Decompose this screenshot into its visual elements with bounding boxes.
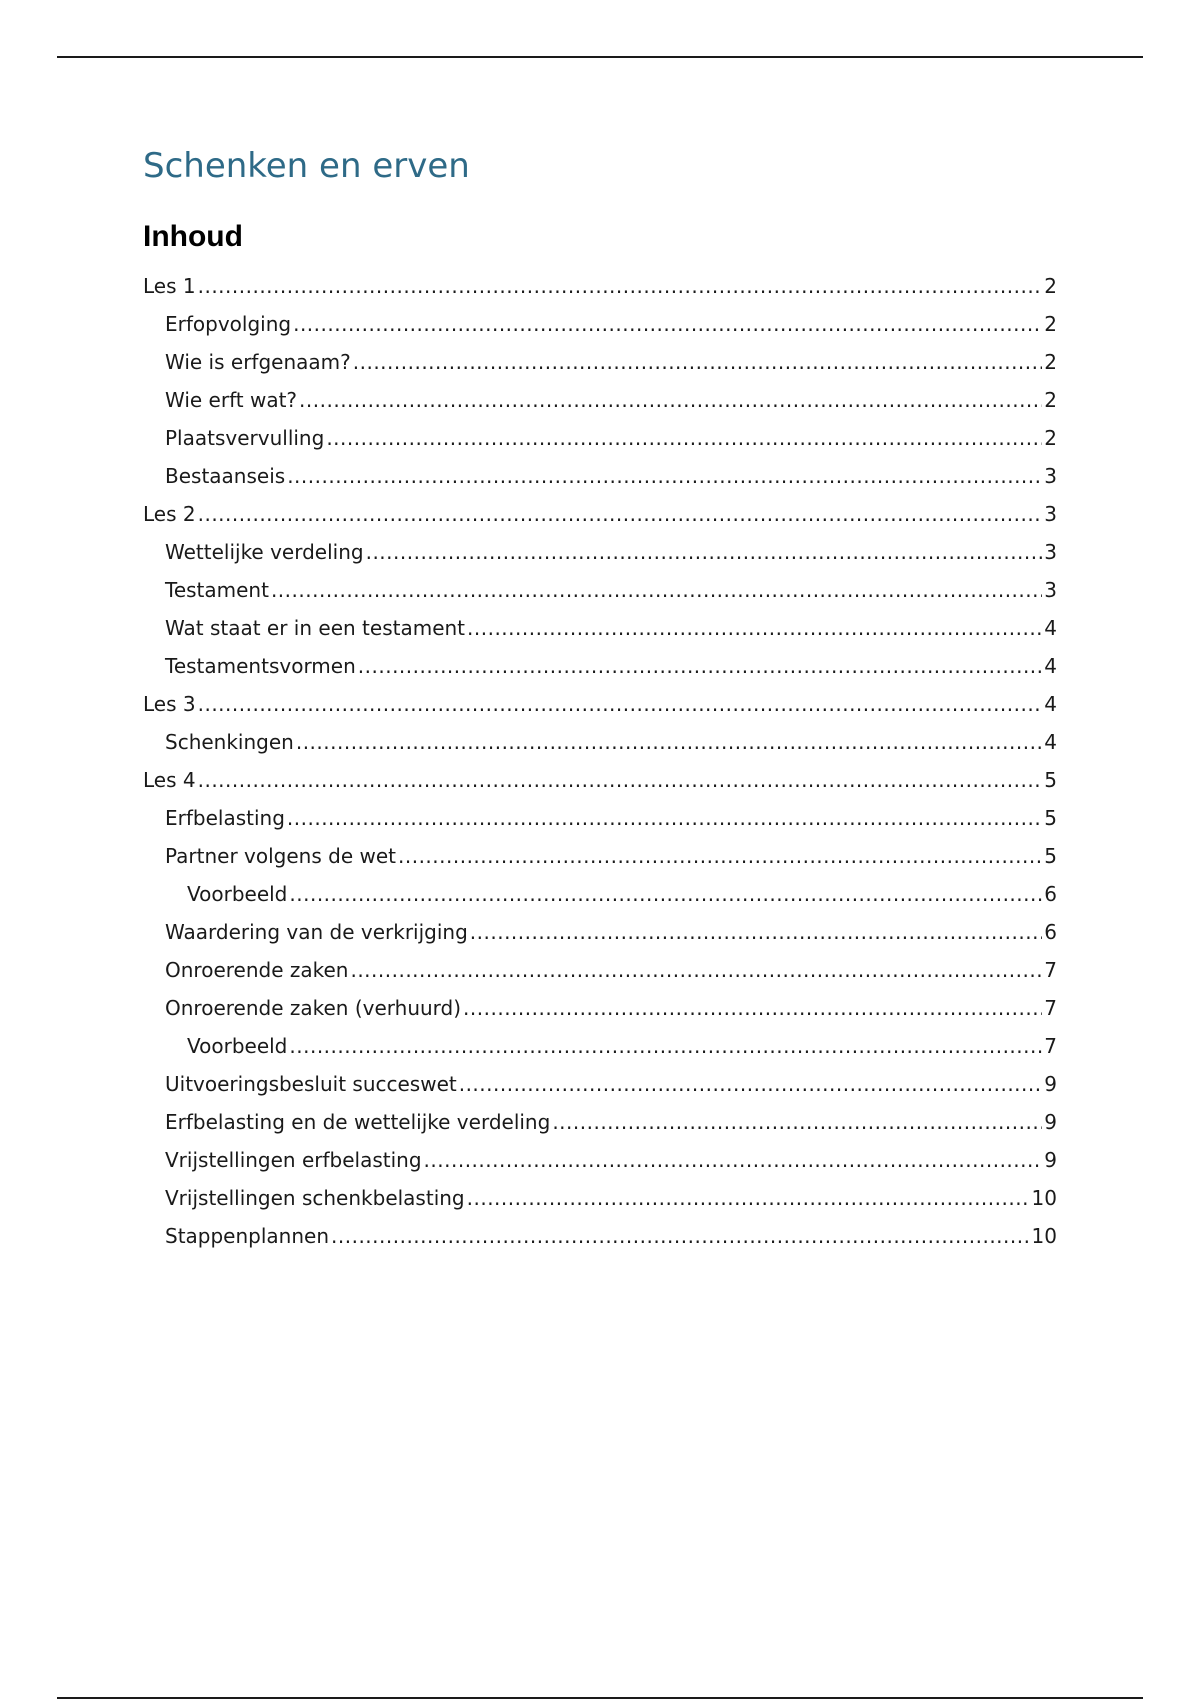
toc-entry-page-number: 3 <box>1044 464 1057 488</box>
toc-dot-leader <box>424 1141 1043 1179</box>
toc-entry[interactable] <box>143 305 1057 343</box>
toc-entry-page-number: 2 <box>1044 388 1057 412</box>
toc-entry-page-number: 9 <box>1044 1072 1057 1096</box>
toc-entry-page-number: 6 <box>1044 920 1057 944</box>
toc-entry-label: Partner volgens de wet <box>165 844 396 868</box>
toc-dot-leader <box>287 457 1042 495</box>
toc-entry-label: Vrijstellingen erfbelasting <box>165 1148 422 1172</box>
toc-entry[interactable] <box>143 761 1057 799</box>
toc-entry-page-number: 9 <box>1044 1110 1057 1134</box>
toc-entry-label: Les 4 <box>143 768 196 792</box>
toc-entry-page-number: 7 <box>1044 958 1057 982</box>
toc-entry[interactable] <box>143 1103 1057 1141</box>
toc-dot-leader <box>198 761 1043 799</box>
toc-entry-page-number: 4 <box>1044 730 1057 754</box>
toc-entry[interactable] <box>143 457 1057 495</box>
table-of-contents <box>143 267 1057 1255</box>
toc-dot-leader <box>296 723 1042 761</box>
toc-dot-leader <box>198 685 1043 723</box>
toc-entry-page-number: 2 <box>1044 426 1057 450</box>
toc-entry-label: Stappenplannen <box>165 1224 330 1248</box>
toc-entry-page-number: 7 <box>1044 996 1057 1020</box>
toc-entry-page-number: 4 <box>1044 654 1057 678</box>
toc-entry[interactable] <box>143 267 1057 305</box>
toc-entry-label: Voorbeeld <box>187 882 288 906</box>
toc-entry-label: Les 2 <box>143 502 196 526</box>
toc-dot-leader <box>293 305 1042 343</box>
toc-entry-page-number: 2 <box>1044 350 1057 374</box>
toc-entry[interactable] <box>143 1065 1057 1103</box>
toc-entry-label: Testamentsvormen <box>165 654 356 678</box>
toc-entry-page-number: 4 <box>1044 616 1057 640</box>
toc-entry-label: Waardering van de verkrijging <box>165 920 468 944</box>
document-title: Schenken en erven <box>143 146 470 186</box>
toc-entry-page-number: 10 <box>1031 1186 1057 1210</box>
toc-entry-page-number: 10 <box>1031 1224 1057 1248</box>
toc-entry[interactable] <box>143 837 1057 875</box>
toc-entry-label: Voorbeeld <box>187 1034 288 1058</box>
toc-entry[interactable] <box>143 799 1057 837</box>
toc-entry[interactable] <box>143 343 1057 381</box>
header-rule <box>57 56 1143 58</box>
toc-entry-label: Wie erft wat? <box>165 388 298 412</box>
toc-entry-label: Wie is erfgenaam? <box>165 350 351 374</box>
toc-entry-label: Vrijstellingen schenkbelasting <box>165 1186 465 1210</box>
toc-dot-leader <box>271 571 1042 609</box>
toc-entry[interactable] <box>143 723 1057 761</box>
toc-dot-leader <box>287 799 1042 837</box>
toc-entry-page-number: 3 <box>1044 578 1057 602</box>
toc-entry-page-number: 3 <box>1044 502 1057 526</box>
toc-entry[interactable] <box>143 1141 1057 1179</box>
toc-dot-leader <box>326 419 1042 457</box>
toc-entry-page-number: 3 <box>1044 540 1057 564</box>
toc-dot-leader <box>467 609 1042 647</box>
toc-entry-page-number: 5 <box>1044 806 1057 830</box>
toc-dot-leader <box>331 1217 1030 1255</box>
toc-entry-label: Plaatsvervulling <box>165 426 325 450</box>
toc-dot-leader <box>350 951 1042 989</box>
toc-entry-label: Testament <box>165 578 269 602</box>
toc-entry[interactable] <box>143 647 1057 685</box>
toc-entry[interactable] <box>143 1027 1057 1065</box>
toc-entry-label: Erfbelasting <box>165 806 285 830</box>
toc-entry[interactable] <box>143 533 1057 571</box>
toc-entry-label: Les 3 <box>143 692 196 716</box>
toc-entry-page-number: 5 <box>1044 768 1057 792</box>
toc-entry-label: Les 1 <box>143 274 196 298</box>
toc-entry-label: Uitvoeringsbesluit succeswet <box>165 1072 457 1096</box>
toc-dot-leader <box>198 267 1043 305</box>
toc-entry[interactable] <box>143 571 1057 609</box>
toc-entry[interactable] <box>143 875 1057 913</box>
toc-entry-page-number: 2 <box>1044 274 1057 298</box>
toc-entry-label: Onroerende zaken <box>165 958 349 982</box>
toc-entry-label: Erfbelasting en de wettelijke verdeling <box>165 1110 551 1134</box>
toc-heading: Inhoud <box>143 220 243 253</box>
toc-dot-leader <box>552 1103 1042 1141</box>
toc-entry-page-number: 2 <box>1044 312 1057 336</box>
toc-dot-leader <box>198 495 1043 533</box>
toc-entry[interactable] <box>143 609 1057 647</box>
toc-entry[interactable] <box>143 381 1057 419</box>
toc-dot-leader <box>353 343 1043 381</box>
toc-entry-page-number: 7 <box>1044 1034 1057 1058</box>
toc-dot-leader <box>366 533 1043 571</box>
toc-entry-page-number: 9 <box>1044 1148 1057 1172</box>
toc-entry-label: Wat staat er in een testament <box>165 616 466 640</box>
toc-dot-leader <box>470 913 1042 951</box>
toc-entry[interactable] <box>143 419 1057 457</box>
toc-entry[interactable] <box>143 951 1057 989</box>
toc-entry[interactable] <box>143 989 1057 1027</box>
toc-dot-leader <box>358 647 1042 685</box>
toc-entry[interactable] <box>143 913 1057 951</box>
toc-entry-label: Wettelijke verdeling <box>165 540 364 564</box>
toc-entry-label: Erfopvolging <box>165 312 292 336</box>
toc-dot-leader <box>467 1179 1030 1217</box>
toc-entry-page-number: 5 <box>1044 844 1057 868</box>
toc-dot-leader <box>289 875 1042 913</box>
toc-dot-leader <box>398 837 1042 875</box>
toc-entry-page-number: 4 <box>1044 692 1057 716</box>
toc-entry[interactable] <box>143 685 1057 723</box>
toc-entry-label: Onroerende zaken (verhuurd) <box>165 996 462 1020</box>
toc-dot-leader <box>459 1065 1043 1103</box>
toc-entry-page-number: 6 <box>1044 882 1057 906</box>
toc-entry[interactable] <box>143 495 1057 533</box>
toc-dot-leader <box>289 1027 1042 1065</box>
toc-dot-leader <box>299 381 1042 419</box>
toc-entry[interactable] <box>143 1179 1057 1217</box>
footer-rule <box>57 1697 1143 1699</box>
toc-entry[interactable] <box>143 1217 1057 1255</box>
toc-dot-leader <box>463 989 1042 1027</box>
toc-entry-label: Bestaanseis <box>165 464 286 488</box>
toc-entry-label: Schenkingen <box>165 730 294 754</box>
